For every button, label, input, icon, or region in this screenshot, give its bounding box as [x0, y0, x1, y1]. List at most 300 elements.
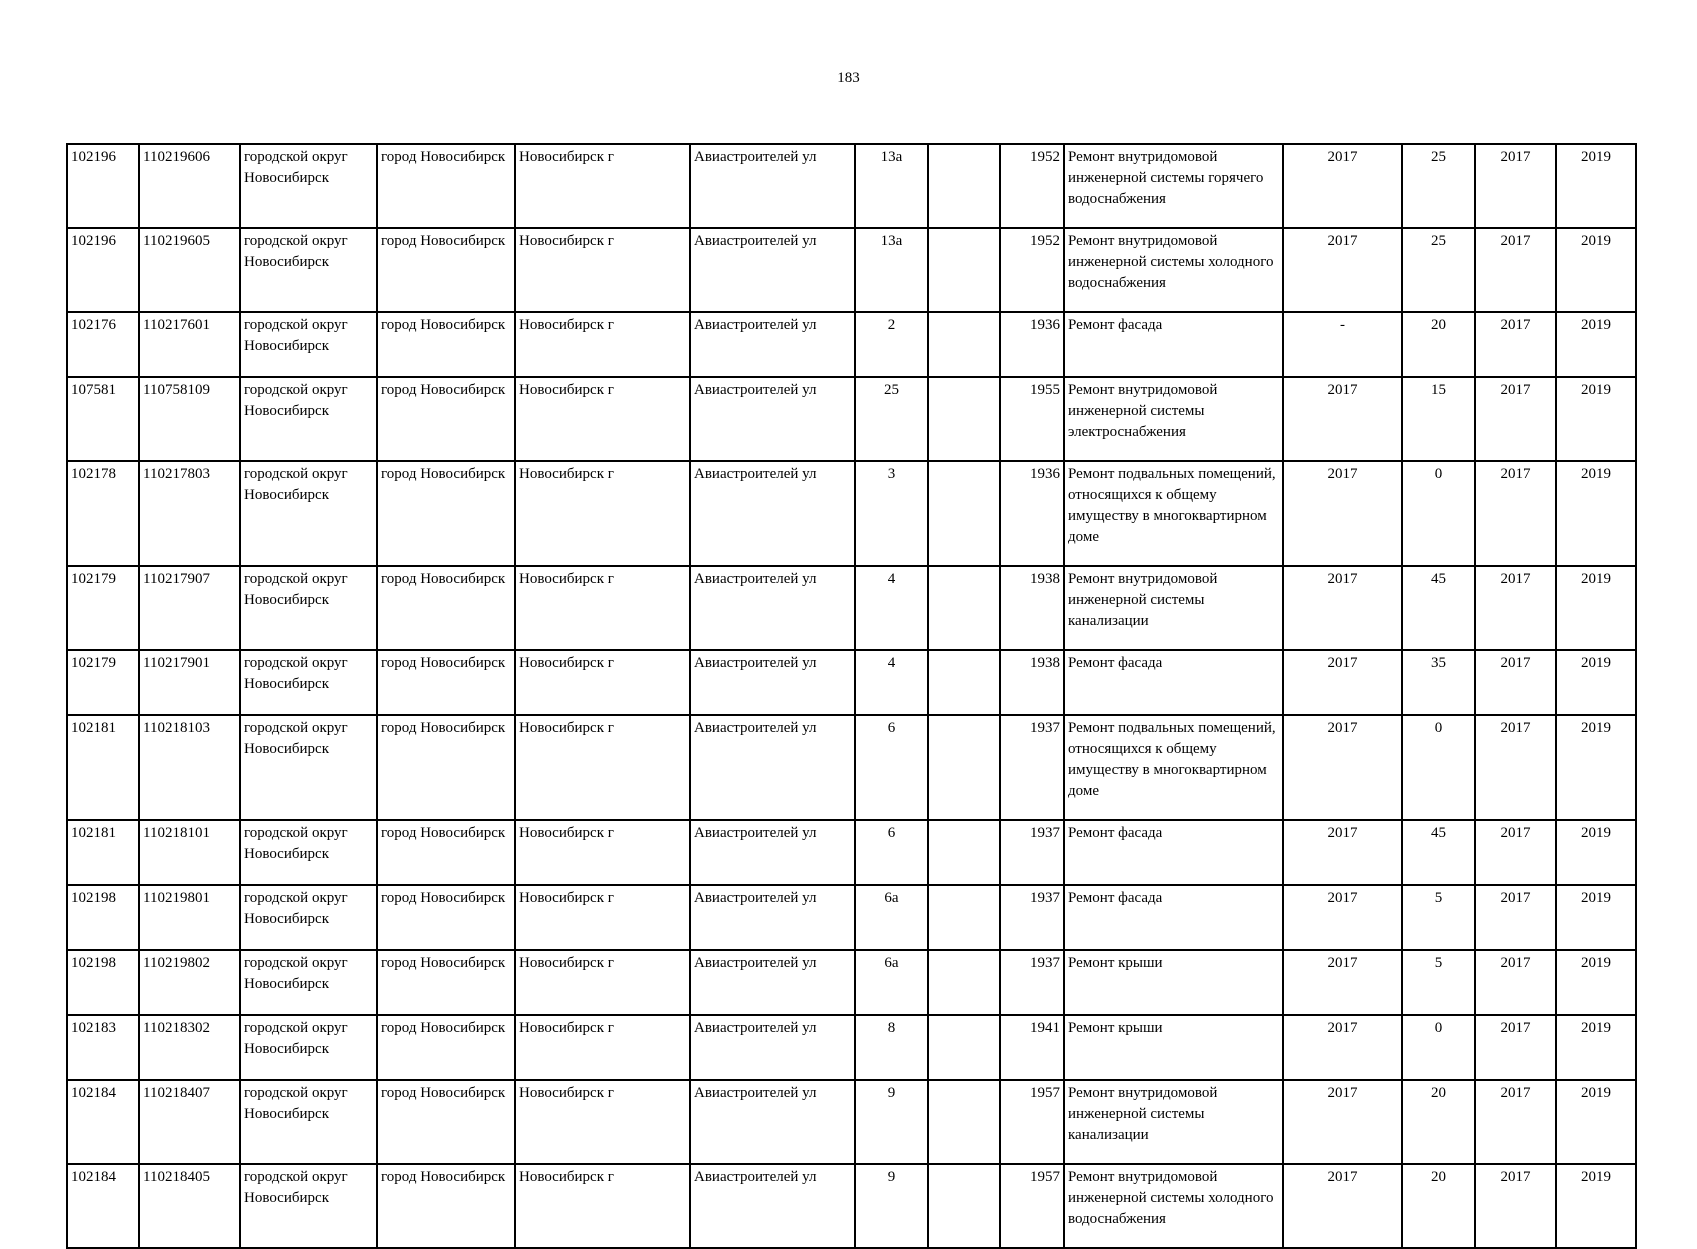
cell-house-text: 2: [887, 317, 896, 333]
cell-street-text: Авиастроителей ул: [694, 1020, 817, 1036]
cell-year-built: [1000, 566, 1064, 650]
cell-plan-year-text: 2017: [1327, 1085, 1358, 1101]
cell-id-text: 102181: [71, 720, 116, 736]
cell-wear-percent-text: 20: [1431, 1085, 1446, 1101]
cell-code-text: 110219802: [143, 955, 210, 971]
cell-end-year: [1556, 820, 1636, 885]
cell-street: [690, 228, 855, 312]
cell-work-type-text: Ремонт фасада: [1068, 655, 1163, 671]
cell-year-built: [1000, 715, 1064, 820]
cell-locality: [515, 715, 690, 820]
cell-id-text: 102196: [71, 149, 116, 165]
table-row: [67, 144, 1636, 228]
cell-id: [67, 312, 139, 377]
cell-work-type-text: Ремонт крыши: [1068, 1020, 1163, 1036]
cell-district-text: городской округ Новосибирск: [244, 720, 348, 757]
cell-end-year-text: 2019: [1581, 317, 1611, 333]
cell-street: [690, 820, 855, 885]
cell-settlement-text: город Новосибирск: [381, 1169, 506, 1185]
cell-street: [690, 950, 855, 1015]
cell-work-type-text: Ремонт фасада: [1068, 825, 1163, 841]
cell-plan-year: [1283, 950, 1402, 1015]
cell-building: [928, 715, 1000, 820]
cell-locality-text: Новосибирск г: [519, 233, 614, 249]
cell-house-text: 4: [887, 655, 896, 671]
cell-house-text: 13а: [880, 149, 903, 165]
cell-code: [139, 1080, 240, 1164]
cell-end-year: [1556, 885, 1636, 950]
cell-start-year: [1475, 715, 1556, 820]
cell-end-year: [1556, 715, 1636, 820]
cell-work-type-text: Ремонт фасада: [1068, 890, 1163, 906]
cell-plan-year: [1283, 820, 1402, 885]
cell-wear-percent: [1402, 950, 1475, 1015]
cell-plan-year-text: 2017: [1327, 955, 1358, 971]
cell-locality-text: Новосибирск г: [519, 466, 614, 482]
cell-start-year: [1475, 1080, 1556, 1164]
cell-start-year-text: 2017: [1500, 571, 1531, 587]
cell-locality-text: Новосибирск г: [519, 955, 614, 971]
cell-building: [928, 1015, 1000, 1080]
cell-house-text: 9: [887, 1169, 896, 1185]
cell-code: [139, 885, 240, 950]
cell-locality: [515, 820, 690, 885]
cell-street-text: Авиастроителей ул: [694, 890, 817, 906]
cell-district-text: городской округ Новосибирск: [244, 571, 348, 608]
cell-building: [928, 1164, 1000, 1248]
cell-locality: [515, 1164, 690, 1248]
table-row: [67, 377, 1636, 461]
cell-start-year: [1475, 650, 1556, 715]
cell-id-text: 102198: [71, 955, 116, 971]
cell-street: [690, 885, 855, 950]
cell-year-built: [1000, 650, 1064, 715]
cell-id-text: 102198: [71, 890, 116, 906]
cell-district: [240, 566, 377, 650]
cell-settlement-text: город Новосибирск: [381, 571, 506, 587]
cell-street: [690, 377, 855, 461]
table-row: [67, 820, 1636, 885]
cell-start-year-text: 2017: [1500, 1020, 1531, 1036]
cell-work-type: [1064, 885, 1283, 950]
cell-end-year: [1556, 312, 1636, 377]
cell-locality-text: Новосибирск г: [519, 1169, 614, 1185]
cell-street-text: Авиастроителей ул: [694, 955, 817, 971]
cell-year-built: [1000, 377, 1064, 461]
cell-id: [67, 1080, 139, 1164]
cell-street-text: Авиастроителей ул: [694, 382, 817, 398]
table-row: [67, 1015, 1636, 1080]
cell-settlement-text: город Новосибирск: [381, 149, 506, 165]
page-number: 183: [837, 70, 860, 86]
cell-year-built: [1000, 1164, 1064, 1248]
cell-street-text: Авиастроителей ул: [694, 1085, 817, 1101]
cell-code: [139, 377, 240, 461]
cell-id: [67, 1015, 139, 1080]
cell-settlement: [377, 950, 515, 1015]
cell-code: [139, 1164, 240, 1248]
cell-street-text: Авиастроителей ул: [694, 655, 817, 671]
cell-work-type-text: Ремонт внутридомовой инженерной системы горячего водоснабжения: [1068, 149, 1264, 207]
table-row: [67, 312, 1636, 377]
cell-id-text: 102181: [71, 825, 116, 841]
cell-district: [240, 820, 377, 885]
cell-start-year: [1475, 1015, 1556, 1080]
cell-plan-year: [1283, 228, 1402, 312]
cell-wear-percent: [1402, 715, 1475, 820]
cell-start-year: [1475, 885, 1556, 950]
cell-wear-percent-text: 25: [1431, 149, 1446, 165]
cell-end-year: [1556, 1015, 1636, 1080]
cell-district-text: городской округ Новосибирск: [244, 317, 348, 354]
cell-settlement: [377, 1015, 515, 1080]
cell-district-text: городской округ Новосибирск: [244, 1085, 348, 1122]
cell-year-built-text: 1936: [1030, 466, 1060, 482]
cell-year-built-text: 1957: [1030, 1169, 1060, 1185]
cell-plan-year-text: 2017: [1327, 149, 1358, 165]
cell-code-text: 110218405: [143, 1169, 210, 1185]
cell-locality-text: Новосибирск г: [519, 382, 614, 398]
cell-wear-percent: [1402, 144, 1475, 228]
table-body: [67, 144, 1636, 1248]
cell-id: [67, 820, 139, 885]
cell-start-year-text: 2017: [1500, 825, 1531, 841]
cell-district-text: городской округ Новосибирск: [244, 382, 348, 419]
cell-code-text: 110219801: [143, 890, 210, 906]
cell-house-text: 6а: [884, 955, 899, 971]
cell-street: [690, 461, 855, 566]
cell-locality-text: Новосибирск г: [519, 825, 614, 841]
cell-end-year: [1556, 461, 1636, 566]
cell-year-built: [1000, 144, 1064, 228]
cell-code-text: 110218302: [143, 1020, 210, 1036]
cell-street-text: Авиастроителей ул: [694, 571, 817, 587]
cell-code: [139, 566, 240, 650]
cell-start-year-text: 2017: [1500, 382, 1531, 398]
cell-code-text: 110219605: [143, 233, 210, 249]
cell-locality: [515, 144, 690, 228]
cell-district-text: городской округ Новосибирск: [244, 825, 348, 862]
cell-start-year: [1475, 228, 1556, 312]
cell-wear-percent: [1402, 1080, 1475, 1164]
cell-wear-percent: [1402, 312, 1475, 377]
cell-end-year: [1556, 566, 1636, 650]
cell-wear-percent-text: 0: [1434, 720, 1443, 736]
cell-building: [928, 950, 1000, 1015]
cell-wear-percent: [1402, 885, 1475, 950]
cell-id: [67, 228, 139, 312]
cell-work-type-text: Ремонт внутридомовой инженерной системы холодного водоснабжения: [1068, 233, 1274, 291]
cell-work-type: [1064, 566, 1283, 650]
cell-plan-year: [1283, 1080, 1402, 1164]
cell-wear-percent: [1402, 820, 1475, 885]
cell-settlement-text: город Новосибирск: [381, 466, 506, 482]
cell-end-year: [1556, 650, 1636, 715]
cell-code-text: 110217803: [143, 466, 210, 482]
cell-year-built-text: 1952: [1030, 149, 1060, 165]
cell-end-year-text: 2019: [1581, 825, 1611, 841]
cell-year-built-text: 1938: [1030, 655, 1060, 671]
cell-plan-year-text: 2017: [1327, 655, 1358, 671]
cell-id-text: 102196: [71, 233, 116, 249]
cell-district-text: городской округ Новосибирск: [244, 655, 348, 692]
table-row: [67, 228, 1636, 312]
cell-street-text: Авиастроителей ул: [694, 720, 817, 736]
cell-building: [928, 885, 1000, 950]
cell-building: [928, 144, 1000, 228]
cell-district: [240, 715, 377, 820]
cell-locality-text: Новосибирск г: [519, 1020, 614, 1036]
cell-street: [690, 1015, 855, 1080]
cell-work-type-text: Ремонт подвальных помещений, относящихся к общему имуществу в многоквартирном доме: [1068, 466, 1276, 545]
registry-table: [66, 143, 1637, 1249]
cell-start-year-text: 2017: [1500, 317, 1531, 333]
cell-settlement: [377, 228, 515, 312]
cell-wear-percent-text: 20: [1431, 317, 1446, 333]
cell-code: [139, 228, 240, 312]
cell-district-text: городской округ Новосибирск: [244, 466, 348, 503]
cell-end-year-text: 2019: [1581, 233, 1611, 249]
cell-start-year-text: 2017: [1500, 655, 1531, 671]
cell-end-year-text: 2019: [1581, 571, 1611, 587]
cell-house: [855, 715, 928, 820]
cell-locality-text: Новосибирск г: [519, 720, 614, 736]
cell-house: [855, 650, 928, 715]
cell-year-built: [1000, 820, 1064, 885]
cell-settlement-text: город Новосибирск: [381, 955, 506, 971]
cell-house-text: 8: [887, 1020, 896, 1036]
cell-end-year-text: 2019: [1581, 890, 1611, 906]
cell-plan-year: [1283, 1015, 1402, 1080]
cell-district: [240, 1015, 377, 1080]
table-row: [67, 1080, 1636, 1164]
cell-code: [139, 312, 240, 377]
cell-district-text: городской округ Новосибирск: [244, 890, 348, 927]
cell-wear-percent-text: 5: [1434, 890, 1443, 906]
cell-code: [139, 461, 240, 566]
table-row: [67, 566, 1636, 650]
cell-year-built-text: 1936: [1030, 317, 1060, 333]
cell-end-year-text: 2019: [1581, 955, 1611, 971]
cell-house: [855, 144, 928, 228]
cell-plan-year-text: 2017: [1327, 466, 1358, 482]
cell-start-year: [1475, 144, 1556, 228]
cell-id-text: 102179: [71, 571, 116, 587]
cell-building: [928, 650, 1000, 715]
cell-year-built: [1000, 228, 1064, 312]
cell-house-text: 25: [884, 382, 899, 398]
cell-wear-percent-text: 20: [1431, 1169, 1446, 1185]
cell-locality-text: Новосибирск г: [519, 149, 614, 165]
cell-street-text: Авиастроителей ул: [694, 825, 817, 841]
cell-code-text: 110218407: [143, 1085, 210, 1101]
cell-start-year: [1475, 950, 1556, 1015]
cell-house: [855, 228, 928, 312]
cell-work-type: [1064, 715, 1283, 820]
cell-id: [67, 650, 139, 715]
cell-id-text: 107581: [71, 382, 116, 398]
cell-locality: [515, 950, 690, 1015]
cell-end-year: [1556, 228, 1636, 312]
cell-settlement: [377, 1080, 515, 1164]
cell-year-built: [1000, 312, 1064, 377]
cell-work-type: [1064, 820, 1283, 885]
cell-id: [67, 885, 139, 950]
cell-work-type-text: Ремонт фасада: [1068, 317, 1163, 333]
cell-work-type: [1064, 228, 1283, 312]
cell-district: [240, 461, 377, 566]
cell-id: [67, 950, 139, 1015]
cell-settlement: [377, 715, 515, 820]
cell-locality-text: Новосибирск г: [519, 571, 614, 587]
cell-settlement: [377, 885, 515, 950]
cell-street-text: Авиастроителей ул: [694, 317, 817, 333]
cell-year-built-text: 1937: [1030, 720, 1060, 736]
cell-plan-year: [1283, 566, 1402, 650]
cell-wear-percent: [1402, 650, 1475, 715]
cell-locality: [515, 650, 690, 715]
cell-end-year-text: 2019: [1581, 466, 1611, 482]
cell-id: [67, 461, 139, 566]
cell-start-year: [1475, 461, 1556, 566]
cell-building: [928, 1080, 1000, 1164]
cell-house: [855, 820, 928, 885]
cell-locality: [515, 1015, 690, 1080]
cell-year-built: [1000, 461, 1064, 566]
cell-plan-year: [1283, 144, 1402, 228]
cell-wear-percent: [1402, 377, 1475, 461]
cell-street: [690, 566, 855, 650]
cell-district-text: городской округ Новосибирск: [244, 955, 348, 992]
cell-settlement: [377, 312, 515, 377]
cell-plan-year: [1283, 377, 1402, 461]
cell-building: [928, 566, 1000, 650]
cell-code-text: 110217907: [143, 571, 210, 587]
cell-building: [928, 228, 1000, 312]
cell-end-year: [1556, 950, 1636, 1015]
cell-id-text: 102184: [71, 1085, 116, 1101]
cell-house-text: 13а: [880, 233, 903, 249]
cell-plan-year-text: 2017: [1327, 571, 1358, 587]
cell-settlement-text: город Новосибирск: [381, 317, 506, 333]
cell-start-year: [1475, 312, 1556, 377]
cell-plan-year: [1283, 461, 1402, 566]
cell-work-type: [1064, 650, 1283, 715]
cell-start-year: [1475, 377, 1556, 461]
cell-street-text: Авиастроителей ул: [694, 233, 817, 249]
cell-house: [855, 566, 928, 650]
cell-year-built-text: 1957: [1030, 1085, 1060, 1101]
cell-end-year: [1556, 1080, 1636, 1164]
cell-start-year-text: 2017: [1500, 466, 1531, 482]
cell-locality-text: Новосибирск г: [519, 890, 614, 906]
cell-year-built-text: 1952: [1030, 233, 1060, 249]
table-row: [67, 650, 1636, 715]
cell-plan-year: [1283, 650, 1402, 715]
cell-plan-year-text: 2017: [1327, 233, 1358, 249]
cell-plan-year: [1283, 312, 1402, 377]
cell-district: [240, 144, 377, 228]
cell-settlement: [377, 566, 515, 650]
cell-start-year-text: 2017: [1500, 1085, 1531, 1101]
cell-code-text: 110218101: [143, 825, 210, 841]
cell-id-text: 102176: [71, 317, 116, 333]
cell-house: [855, 377, 928, 461]
cell-district: [240, 312, 377, 377]
cell-street: [690, 144, 855, 228]
cell-id: [67, 566, 139, 650]
cell-settlement: [377, 377, 515, 461]
cell-district-text: городской округ Новосибирск: [244, 149, 348, 186]
cell-year-built-text: 1955: [1030, 382, 1060, 398]
cell-end-year-text: 2019: [1581, 655, 1611, 671]
cell-wear-percent: [1402, 1164, 1475, 1248]
cell-district: [240, 950, 377, 1015]
cell-wear-percent-text: 0: [1434, 1020, 1443, 1036]
cell-plan-year: [1283, 885, 1402, 950]
cell-locality: [515, 377, 690, 461]
cell-district: [240, 650, 377, 715]
cell-settlement-text: город Новосибирск: [381, 233, 506, 249]
cell-code: [139, 1015, 240, 1080]
table-row: [67, 461, 1636, 566]
cell-work-type-text: Ремонт внутридомовой инженерной системы холодного водоснабжения: [1068, 1169, 1274, 1227]
cell-work-type: [1064, 1080, 1283, 1164]
cell-house: [855, 1015, 928, 1080]
cell-plan-year-text: 2017: [1327, 720, 1358, 736]
cell-settlement-text: город Новосибирск: [381, 890, 506, 906]
cell-settlement-text: город Новосибирск: [381, 1020, 506, 1036]
cell-plan-year-text: 2017: [1327, 1020, 1358, 1036]
cell-building: [928, 461, 1000, 566]
cell-settlement-text: город Новосибирск: [381, 825, 506, 841]
cell-start-year-text: 2017: [1500, 1169, 1531, 1185]
cell-house-text: 6: [887, 720, 896, 736]
cell-wear-percent-text: 35: [1431, 655, 1446, 671]
cell-work-type-text: Ремонт внутридомовой инженерной системы канализации: [1068, 571, 1218, 629]
cell-end-year: [1556, 1164, 1636, 1248]
cell-house-text: 6а: [884, 890, 899, 906]
cell-settlement: [377, 1164, 515, 1248]
cell-code-text: 110217601: [143, 317, 210, 333]
cell-district: [240, 377, 377, 461]
cell-district: [240, 885, 377, 950]
cell-id: [67, 144, 139, 228]
cell-street-text: Авиастроителей ул: [694, 466, 817, 482]
cell-year-built-text: 1937: [1030, 890, 1060, 906]
cell-end-year-text: 2019: [1581, 382, 1611, 398]
cell-start-year: [1475, 566, 1556, 650]
cell-code-text: 110758109: [143, 382, 210, 398]
cell-house: [855, 1164, 928, 1248]
cell-locality: [515, 461, 690, 566]
cell-settlement-text: город Новосибирск: [381, 1085, 506, 1101]
cell-year-built-text: 1941: [1030, 1020, 1060, 1036]
cell-id-text: 102178: [71, 466, 116, 482]
cell-house-text: 4: [887, 571, 896, 587]
cell-start-year: [1475, 820, 1556, 885]
cell-locality: [515, 566, 690, 650]
cell-id: [67, 377, 139, 461]
cell-start-year-text: 2017: [1500, 233, 1531, 249]
cell-work-type: [1064, 312, 1283, 377]
cell-house: [855, 1080, 928, 1164]
cell-plan-year: [1283, 715, 1402, 820]
cell-year-built: [1000, 1015, 1064, 1080]
cell-street: [690, 312, 855, 377]
cell-settlement: [377, 144, 515, 228]
cell-start-year-text: 2017: [1500, 955, 1531, 971]
